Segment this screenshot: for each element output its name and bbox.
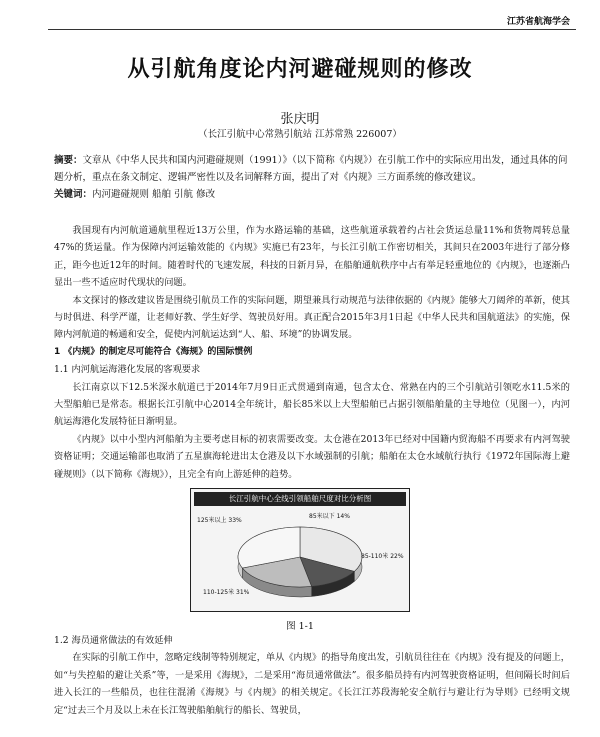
keywords xyxy=(54,186,570,203)
paper-title: 从引航角度论内河避碰规则的修改 xyxy=(127,57,473,82)
affiliation: （长江引航中心常熟引航站 江苏常熟 226007） xyxy=(198,129,402,140)
paragraph: 我国现有内河航道通航里程近13万公里，作为水路运输的基础，这些航道承载着约占社会货运总量11%和货物周转总量47%的货运量。作为保障内河运输效能的《内规》实施已有23年，与长江引航工作密切相关，其间只在2003年进行了部分修正，距今也近12年的时间。随着时代的飞速发展，科技的日新月异，在船舶通航秩序中占有举足轻重地位的《内规》，也逐渐凸显出一些不适应时代现状的问题。 xyxy=(54,225,570,289)
keywords-text: 内河避碰规则 船舶 引航 修改 xyxy=(92,189,216,200)
slice-label: 110-125米 31% xyxy=(203,589,250,596)
slice-label: 85米以下 14% xyxy=(309,513,350,520)
subsection-heading: 1.1 内河航运海港化发展的客观要求 xyxy=(54,364,201,376)
figure-title: 长江引航中心全线引领船舶尺度对比分析图 xyxy=(194,492,406,506)
paragraph: 在实际的引航工作中，忽略定线制等特别规定，单从《内规》的指导角度出发，引航员往往在《内规》没有提及的问题上，如“与失控船的避让关系”等，一是采用《海规》，二是采用“海员通常做法”。很多船员持有内河驾驶资格证明，但间隔长时间后进入长江的一些船员，也往往混淆《海规》与《内规》的相关规定。《长江江苏段海轮安全航行与避让行为导则》已经明文规定“过去三个月及以上未在长江驾驶船舶航行的船长、驾驶员， xyxy=(54,652,570,716)
slice-label: 125米以上 33% xyxy=(197,517,242,524)
running-head: 江苏省航海学会 xyxy=(506,17,570,27)
paragraph: 本文探讨的修改建议皆是围绕引航员工作的实际问题，期望兼具行动规范与法律依据的《内规》能够大刀阔斧的革新，使其与时俱进、科学严谨，让老师好教、学生好学、驾驶员好用。真正配合2015年3月1日起《中华人民共和国航道法》的实施，保障内河航道的畅通和安全，促使内河航运达到“人、船、环境”的协调发展。 xyxy=(54,294,570,341)
figure-caption: 图 1-1 xyxy=(286,621,314,632)
body-text-lower xyxy=(54,632,570,719)
paragraph: 《内规》以中小型内河船舶为主要考虑目标的初衷需要改变。太仓港在2013年已经对中国籍内贸海船不再要求有内河驾驶资格证明；交通运输部也取消了五星旗海轮进出太仓港及以下水域强制的引航；船舶在太仓水域航行执行《1972年国际海上避碰规则》（以下简称《海规》），且完全有向上游延伸的趋势。 xyxy=(54,433,570,480)
figure-pie-chart xyxy=(190,488,410,612)
abstract-label: 摘要： xyxy=(54,155,83,166)
section-heading: 1 《内规》的制定尽可能符合《海规》的国际惯例 xyxy=(54,346,253,357)
author: 张庆明 xyxy=(280,112,320,127)
paragraph: 长江南京以下12.5米深水航道已于2014年7月9日正式贯通到南通，包含太仓、常熟在内的三个引航站引领吃水11.5米的大型船舶已是常态。根据长江引航中心2014全年统计，船长85米以上大型船舶已占据引领船舶量的主导地位（见图一），内河航运海港化发展特征日渐明显。 xyxy=(54,381,570,428)
abstract-text: 文章从《中华人民共和国内河避碰规则（1991）》（以下简称《内规》）在引航工作中的实际应用出发，通过具体的问题分析，重点在条文制定、逻辑严密性以及名词解释方面，提出了对《内规》三方面系统的修改建议。 xyxy=(54,155,568,183)
keywords-label: 关键词： xyxy=(54,189,93,200)
abstract xyxy=(54,152,570,186)
slice-label: 85-110米 22% xyxy=(361,553,404,560)
header-rule xyxy=(48,29,576,30)
body-text xyxy=(54,222,570,483)
subsection-heading: 1.2 海员通常做法的有效延伸 xyxy=(54,635,173,646)
